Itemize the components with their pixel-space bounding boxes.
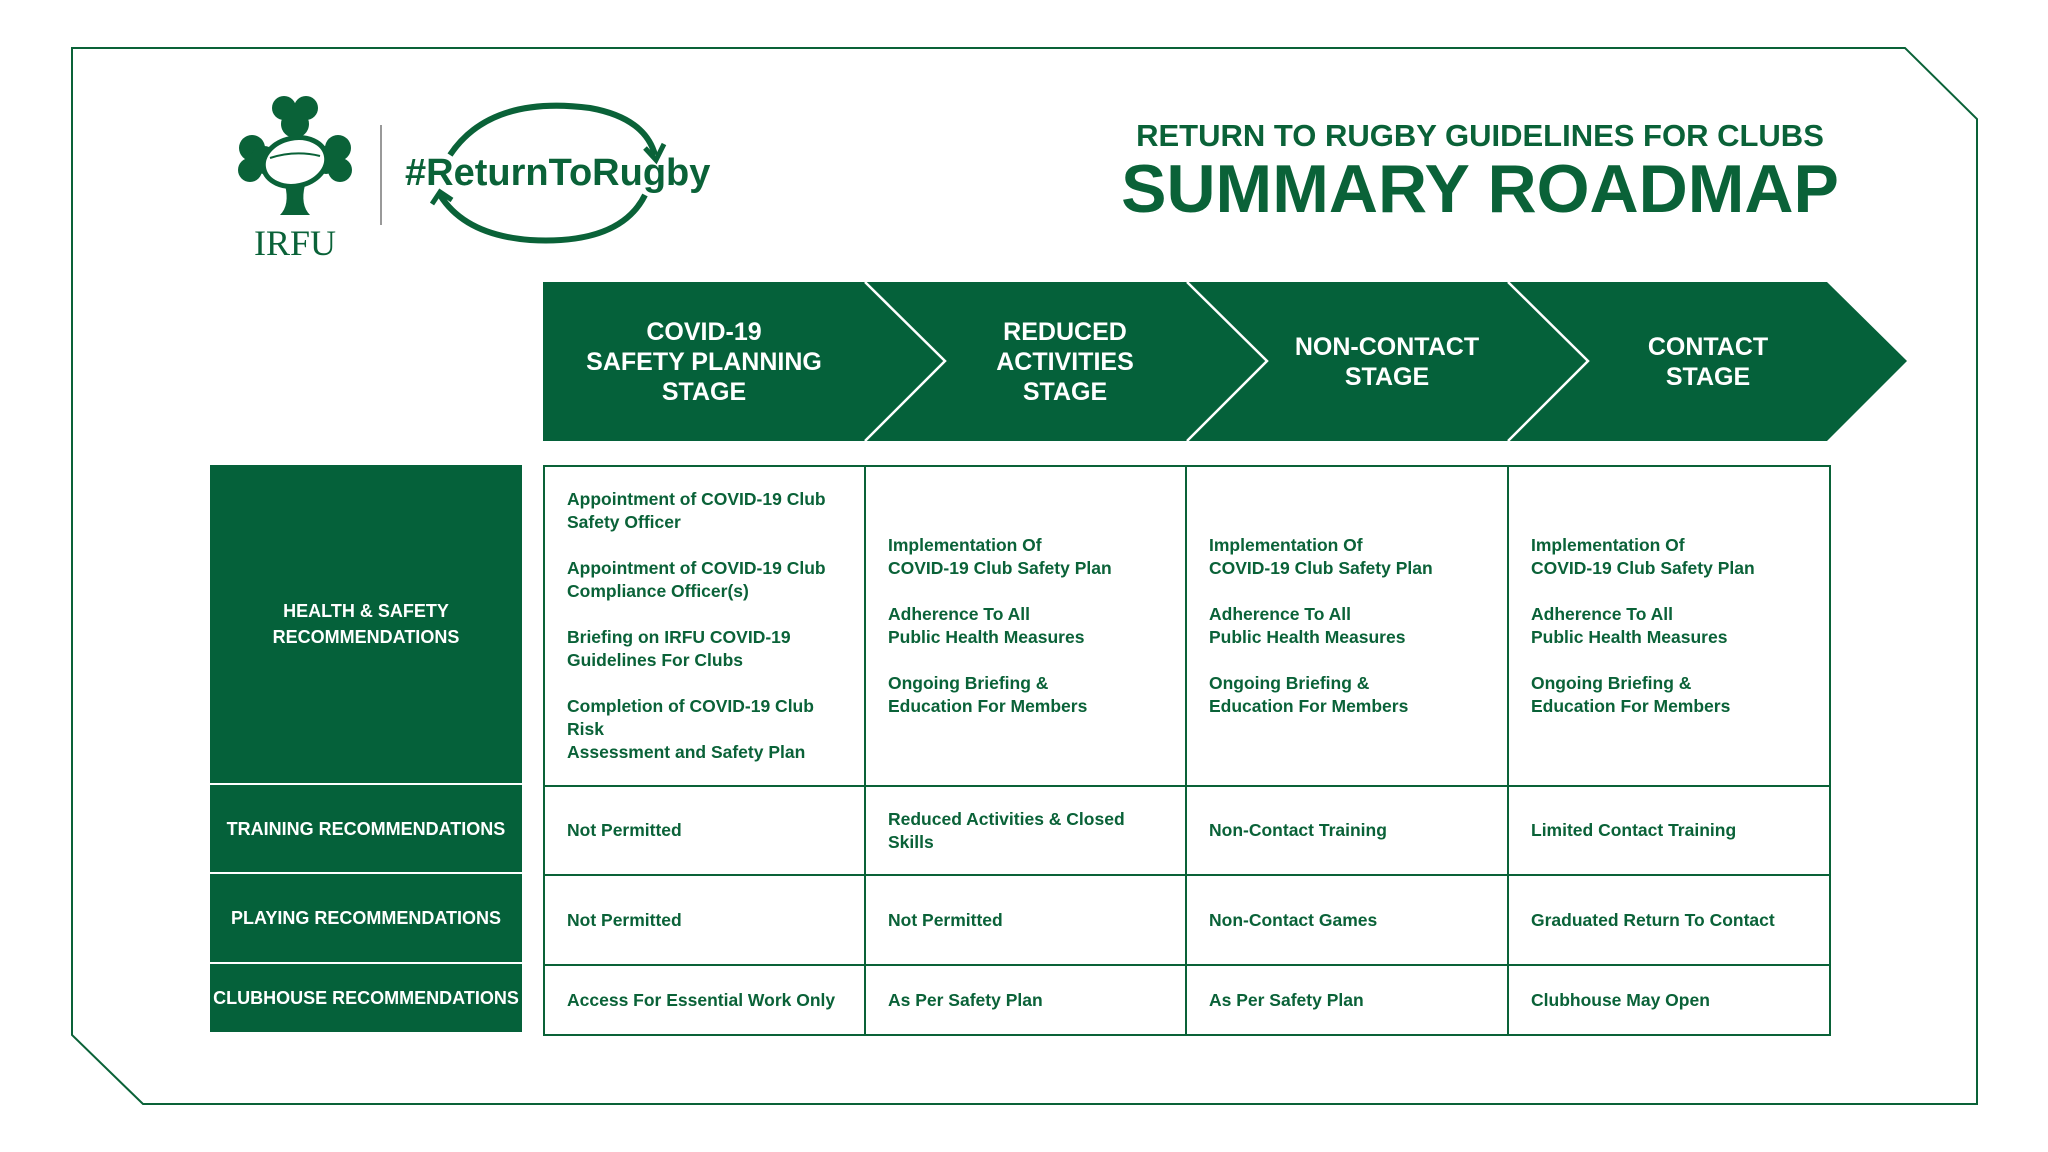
cell-item: As Per Safety Plan [888,989,1043,1010]
cell-item: As Per Safety Plan [1209,989,1364,1010]
table-cell-training [1507,785,1831,876]
cell-item: Completion of COVID-19 Club Risk Assessment and Safety Plan [567,696,814,762]
stage-safety-planning: COVID-19 SAFETY PLANNING STAGE [586,317,822,406]
cell-item: Not Permitted [888,909,1003,930]
cell-item: Graduated Return To Contact [1531,909,1775,930]
table-cell-clubhouse [1507,964,1831,1036]
page-subtitle: RETURN TO RUGBY GUIDELINES FOR CLUBS [1136,118,1824,153]
cell-item: Appointment of COVID-19 Club Compliance Officer(s) [567,558,826,601]
cell-item: Non-Contact Training [1209,820,1387,840]
cell-item: Reduced Activities & Closed Skills [888,808,1125,852]
cell-item: Access For Essential Work Only [567,989,836,1010]
cell-item: Ongoing Briefing & Education For Members [888,673,1088,716]
cell-item: Briefing on IRFU COVID-19 Guidelines For Clubs [567,627,791,670]
row-header-playing: PLAYING RECOMMENDATIONS [210,874,522,964]
page-title: SUMMARY ROADMAP [1121,151,1839,227]
stage-non-contact: NON-CONTACT STAGE [1294,332,1480,391]
cell-item: Limited Contact Training [1531,820,1737,840]
cell-item: Not Permitted [567,820,682,840]
table-cell-health-safety [543,465,866,787]
logo-divider [380,125,382,225]
cell-item: Implementation Of COVID-19 Club Safety Plan [1209,535,1433,578]
table-cell-playing [1507,874,1831,966]
table-cell-clubhouse [864,964,1187,1036]
cell-item: Ongoing Briefing & Education For Members [1531,673,1731,716]
stage-contact: CONTACT STAGE [1647,332,1769,391]
table-cell-training [1185,785,1509,876]
table-cell-training [864,785,1187,876]
cell-item: Non-Contact Games [1209,909,1378,930]
stage-reduced-activities: REDUCED ACTIVITIES STAGE [996,317,1134,406]
row-header-training: TRAINING RECOMMENDATIONS [210,785,522,874]
table-cell-health-safety [1185,465,1509,787]
cell-item: Appointment of COVID-19 Club Safety Officer [567,489,826,532]
table-cell-playing [543,874,866,966]
table-cell-clubhouse [543,964,866,1036]
table-cell-playing [864,874,1187,966]
table-cell-health-safety [1507,465,1831,787]
cell-item: Adherence To All Public Health Measures [1531,604,1728,647]
table-cell-health-safety [864,465,1187,787]
row-header-health-safety: HEALTH & SAFETY RECOMMENDATIONS [210,465,522,785]
row-header-clubhouse: CLUBHOUSE RECOMMENDATIONS [210,964,522,1034]
irfu-logo-text: IRFU [253,223,337,263]
cell-item: Ongoing Briefing & Education For Members [1209,673,1409,716]
irfu-logo [230,90,360,263]
cell-item: Implementation Of COVID-19 Club Safety Plan [888,535,1112,578]
cell-item: Clubhouse May Open [1531,989,1710,1010]
cell-item: Not Permitted [567,909,682,930]
cell-item: Adherence To All Public Health Measures [888,604,1085,647]
shamrock-icon [230,90,360,225]
table-cell-clubhouse [1185,964,1509,1036]
table-cell-training [543,785,866,876]
table-cell-playing [1185,874,1509,966]
hashtag-logo-text: #ReturnToRugby [405,152,711,194]
cell-item: Implementation Of COVID-19 Club Safety Plan [1531,535,1755,578]
cell-item: Adherence To All Public Health Measures [1209,604,1406,647]
